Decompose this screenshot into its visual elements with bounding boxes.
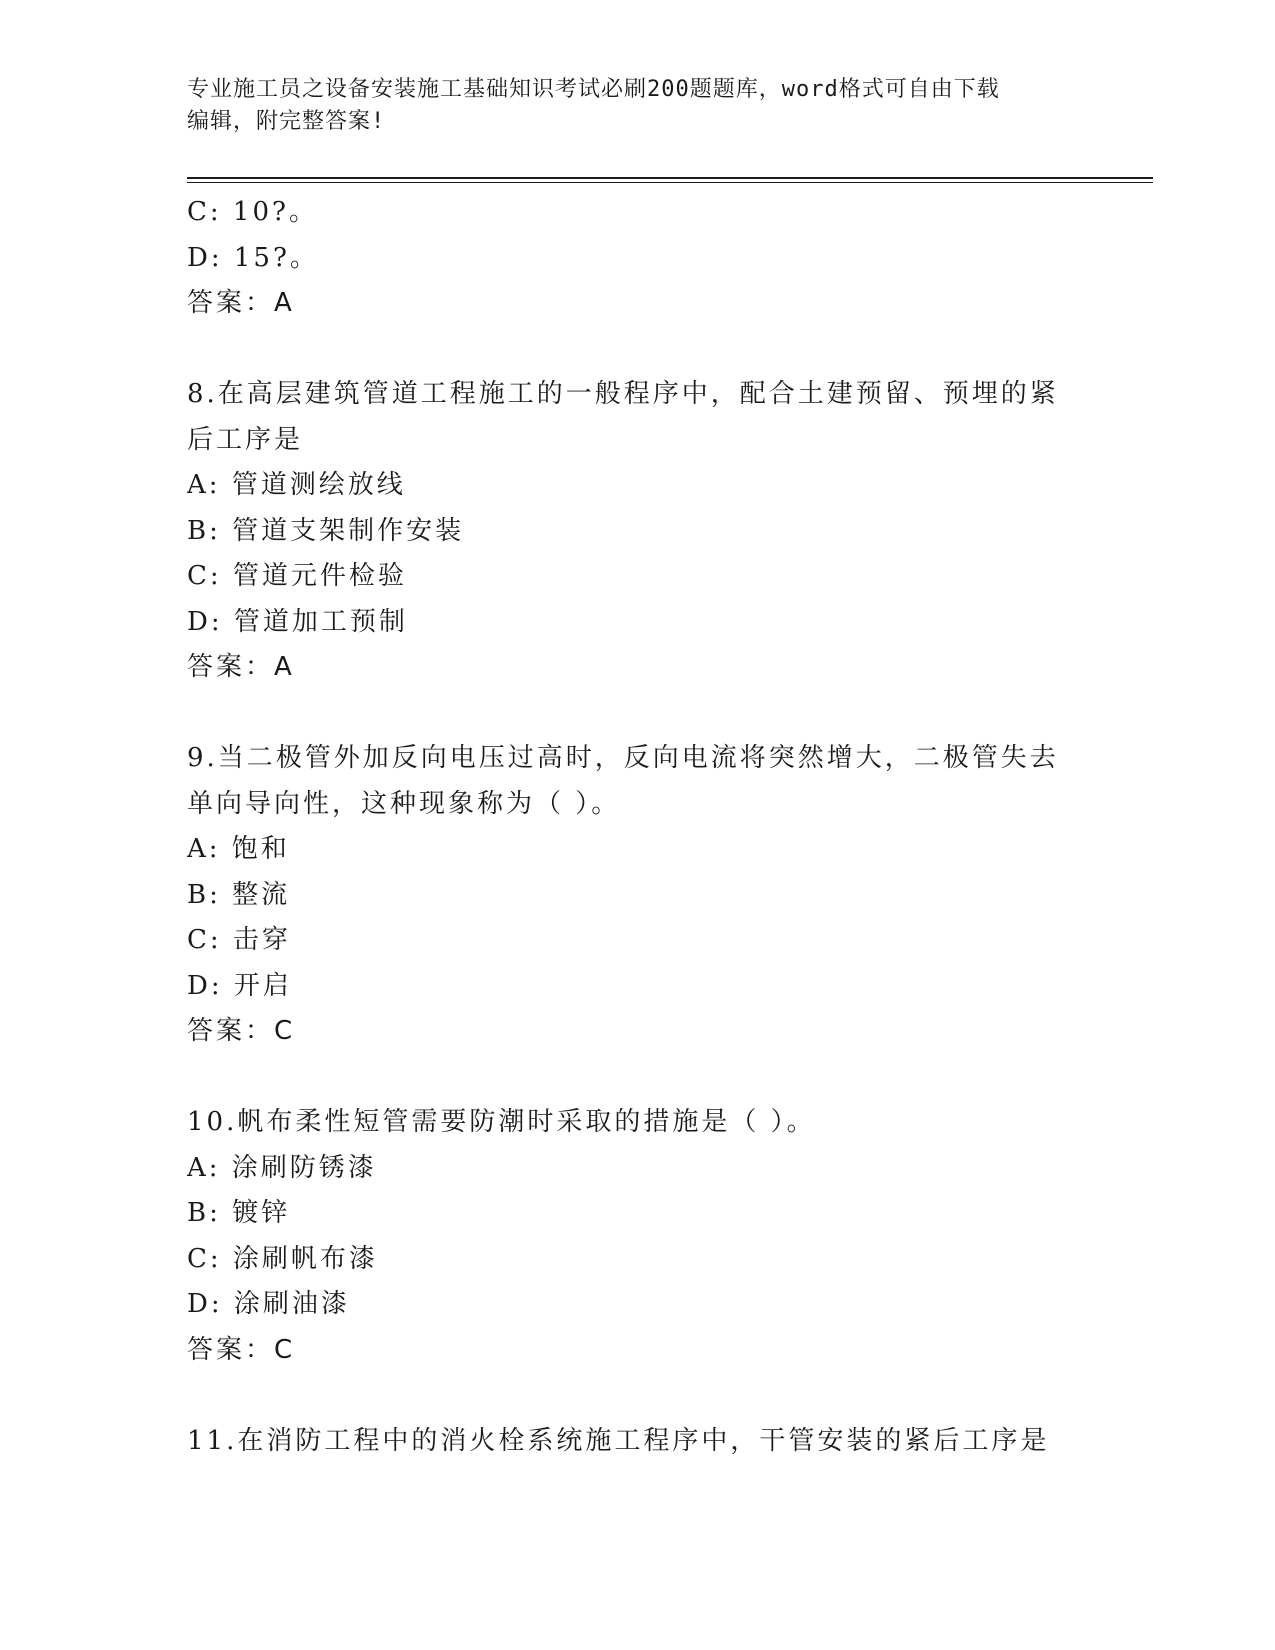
header-title-line-2: 编辑，附完整答案! xyxy=(187,109,386,134)
question-9 xyxy=(187,736,1067,1055)
option-d: D: 管道加工预制 xyxy=(187,606,408,637)
question-stem: 9.当二极管外加反向电压过高时，反向电流将突然增大，二极管失去 xyxy=(187,743,1059,773)
question-stem: 8.在高层建筑管道工程施工的一般程序中，配合土建预留、预埋的紧 xyxy=(187,379,1059,409)
answer-line: 答案：C xyxy=(187,1334,296,1365)
option-d: D: 涂刷油漆 xyxy=(187,1289,350,1319)
option-d: D: 开启 xyxy=(187,970,292,1001)
answer-line: 答案：C xyxy=(187,1016,296,1046)
header-title-line-1: 专业施工员之设备安装施工基础知识考试必刷200题题库，word格式可自由下载 xyxy=(187,77,1000,102)
option-b: B: 镀锌 xyxy=(187,1198,291,1228)
document-header xyxy=(187,74,1067,138)
option-c: C: 涂刷帆布漆 xyxy=(187,1243,378,1274)
option-c: C: 管道元件检验 xyxy=(187,561,407,591)
option-a: A: 涂刷防锈漆 xyxy=(187,1152,377,1183)
header-divider-thin xyxy=(187,182,1153,183)
header-divider-thick xyxy=(187,177,1153,179)
option-c: C: 击穿 xyxy=(187,925,291,955)
option-a: A: 饱和 xyxy=(187,834,290,864)
option-b: B: 管道支架制作安装 xyxy=(187,515,465,546)
option-b: B: 整流 xyxy=(187,879,291,910)
option-d: D: 15?。 xyxy=(187,242,319,273)
answer-line: 答案：A xyxy=(187,652,295,682)
question-11 xyxy=(187,1419,1067,1465)
question-stem: 10.帆布柔性短管需要防潮时采取的措施是（ ）。 xyxy=(187,1107,816,1137)
question-stem: 11.在消防工程中的消火栓系统施工程序中，干管安装的紧后工序是 xyxy=(187,1425,1050,1456)
question-stem-continued: 后工序是 xyxy=(187,424,304,455)
question-10 xyxy=(187,1100,1067,1373)
carryover-block xyxy=(187,190,1067,327)
option-c: C: 10?。 xyxy=(187,197,318,227)
question-stem-continued: 单向导向性，这种现象称为（ ）。 xyxy=(187,788,621,819)
question-content xyxy=(187,190,1067,1464)
answer-line: 答案：A xyxy=(187,288,295,318)
option-a: A: 管道测绘放线 xyxy=(187,470,406,500)
question-8 xyxy=(187,372,1067,691)
